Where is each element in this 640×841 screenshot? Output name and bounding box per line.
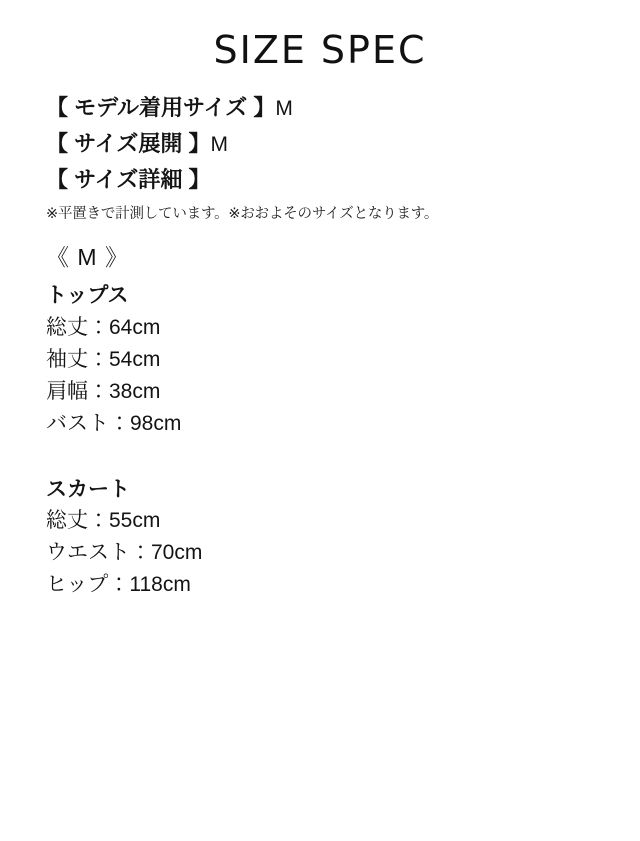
group-title-skirt: スカート bbox=[46, 477, 130, 501]
measurement-skirt-total-length: 総丈：55cm bbox=[46, 509, 161, 533]
size-heading-m: 《 M 》 bbox=[46, 244, 129, 271]
measurement-tops-sleeve-length: 袖丈：54cm bbox=[46, 347, 161, 371]
group-title-tops: トップス bbox=[46, 284, 129, 308]
model-wear-size-line bbox=[46, 90, 610, 126]
group-tops bbox=[46, 280, 610, 439]
model-wear-size-label: 【 モデル着用サイズ 】 bbox=[46, 95, 276, 120]
spec-content bbox=[0, 90, 640, 601]
size-range-label: 【 サイズ展開 】 bbox=[46, 131, 211, 157]
measurement-skirt-hip: ヒップ：118cm bbox=[46, 572, 191, 596]
size-detail-label: 【 サイズ詳細 】 bbox=[46, 167, 211, 193]
measurement-tops-bust: バスト：98cm bbox=[46, 411, 182, 435]
model-wear-size-value: M bbox=[275, 97, 293, 120]
measurement-skirt-waist: ウエスト：70cm bbox=[46, 540, 203, 564]
measurement-tops-total-length: 総丈：64cm bbox=[46, 315, 161, 339]
size-range-value: M bbox=[210, 133, 228, 157]
group-skirt bbox=[46, 474, 610, 601]
measurement-tops-shoulder-width: 肩幅：38cm bbox=[46, 379, 161, 403]
measurement-note: ※平置きで計測しています。※おおよそのサイズとなります。 bbox=[46, 205, 439, 222]
size-range-line bbox=[46, 126, 610, 162]
size-detail-line bbox=[46, 162, 610, 198]
page-title: SIZE SPEC bbox=[213, 28, 427, 72]
group-spacer bbox=[46, 440, 610, 466]
